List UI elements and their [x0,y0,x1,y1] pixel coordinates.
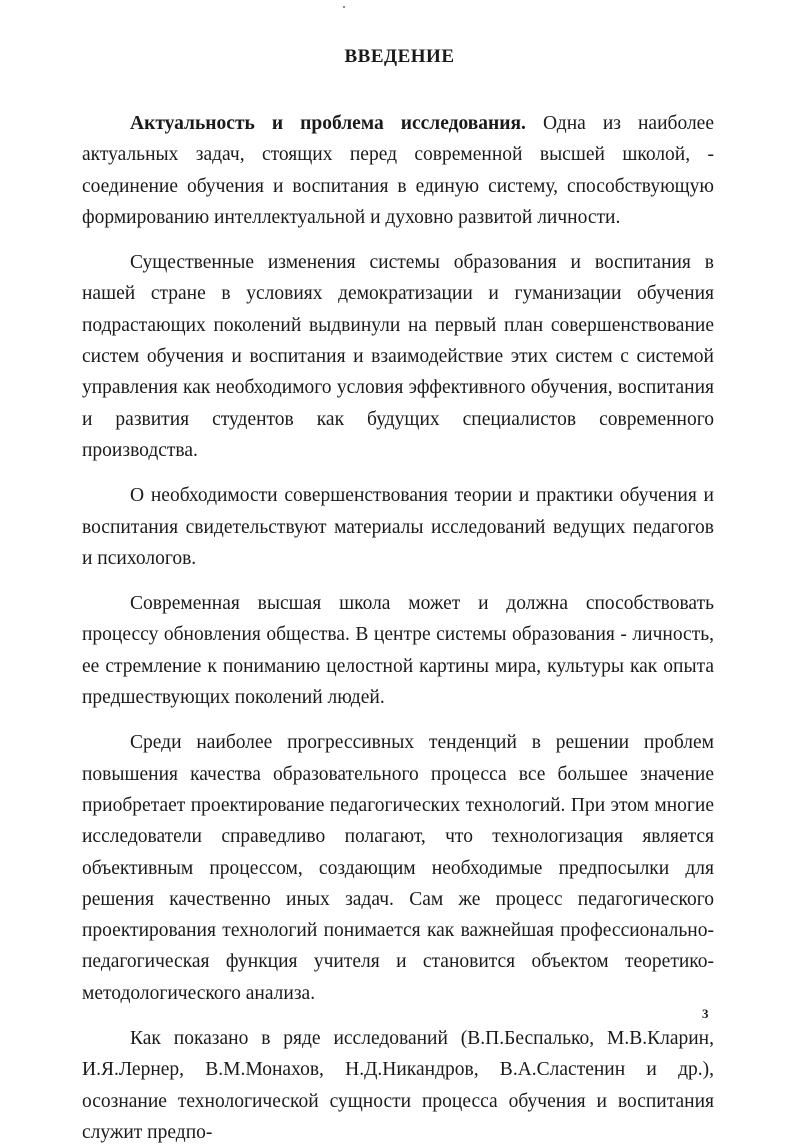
paragraph-5 [82,727,714,1009]
paragraph-4 [82,588,714,713]
paragraph-2 [82,247,714,466]
paragraph-1 [82,108,714,233]
page-number: 3 [702,1006,709,1021]
paragraph-3 [82,480,714,574]
paragraph-text: Существенные изменения системы образования и воспитания в нашей стране в условиях демократизации и гуманизации обучения подрастающих поколений выдвинули на первый план совершенствование систем обучения и воспитания и взаимодействие этих систем с системой управления как необходимого условия эффективного обучения, воспитания и развития студентов как будущих специалистов современного производства. [82,252,714,461]
page-title: ВВЕДЕНИЕ [344,46,455,67]
scan-mark [343,6,345,8]
paragraph-text: Как показано в ряде исследований (В.П.Беспалько, М.В.Кларин, И.Я.Лернер, В.М.Монахов, Н.Д.Никандров, В.А.Сластенин и др.), осознание технологической сущности процесса обучения и воспитания служит предпо- [82,1028,714,1143]
paragraph-6 [82,1023,714,1148]
body-text [82,108,714,1148]
paragraph-text: Среди наиболее прогрессивных тенденций в решении проблем повышения качества образовательного процесса все большее значение приобретает проектирование педагогических технологий. При этом многие исследователи справедливо полагают, что технологизация является объективным процессом, создающим необходимые предпосылки для решения качественно иных задач. Сам же процесс педагогического проектирования технологий понимается как важнейшая профессионально-педагогическая функция учителя и становится объектом теоретико-методологического анализа. [82,732,714,1004]
paragraph-lead: Актуальность и проблема исследования. [130,113,526,134]
paragraph-text: Современная высшая школа может и должна способствовать процессу обновления общества. В центре системы образования - личность, ее стремление к пониманию целостной картины мира, культуры как опыта предшествующих поколений людей. [82,593,714,709]
paragraph-text: Одна из наиболее актуальных задач, стоящих перед современной высшей школой, - соединение обучения и воспитания в единую систему, способствующую формированию интеллектуальной и духовно развитой личности. [82,113,714,228]
paragraph-text: О необходимости совершенствования теории и практики обучения и воспитания свидетельствуют материалы исследований ведущих педагогов и психологов. [82,485,714,569]
